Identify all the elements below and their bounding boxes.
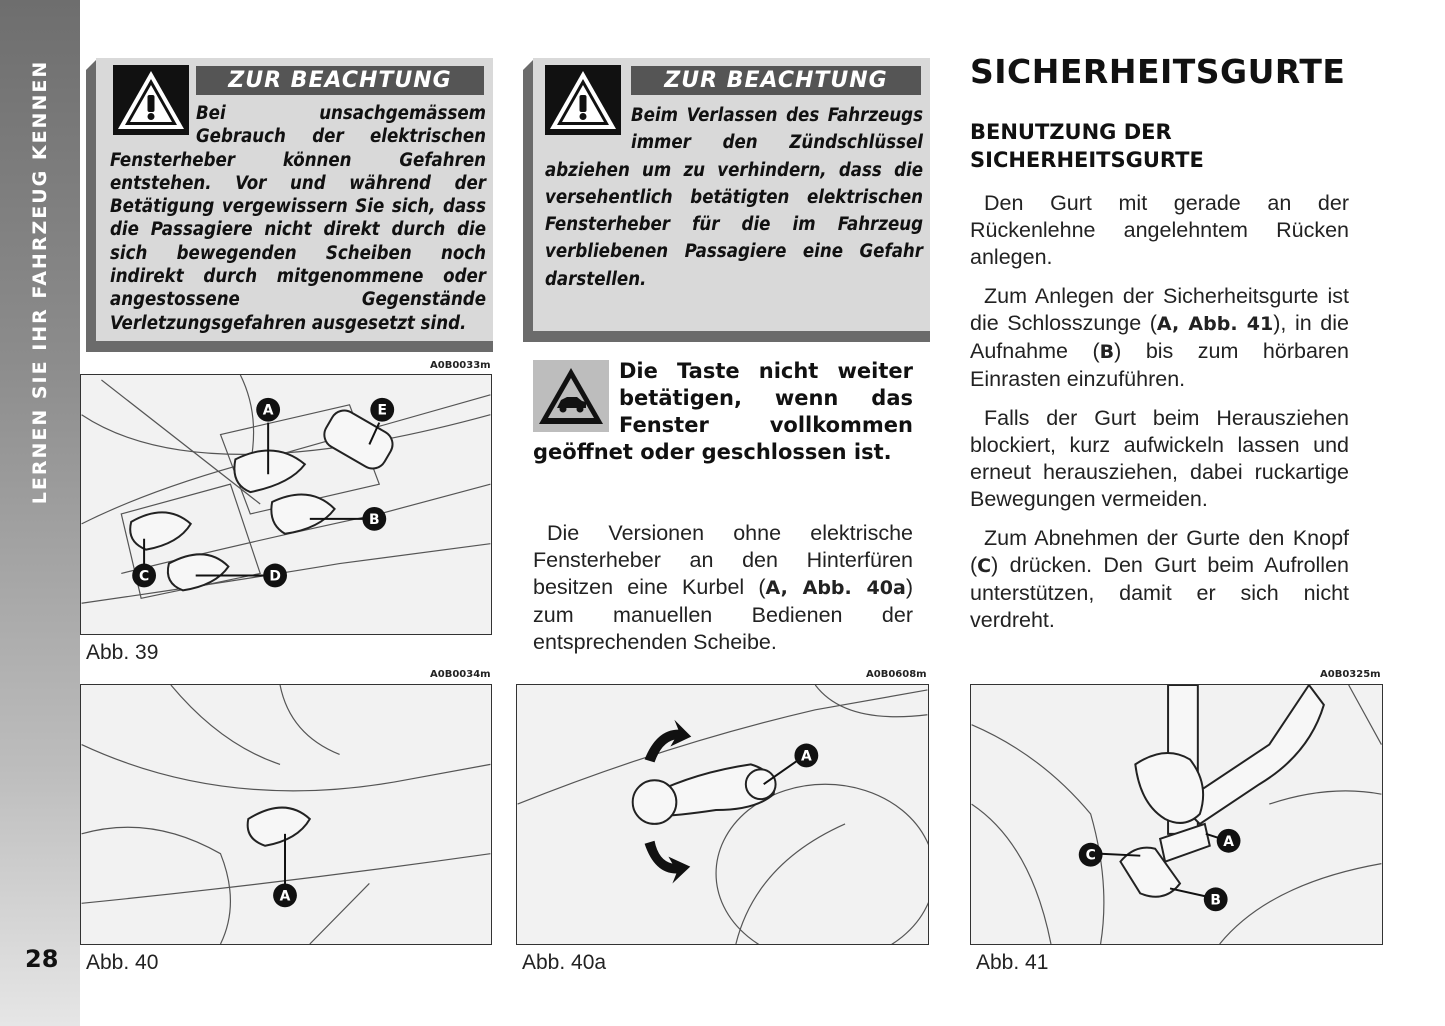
middle-paragraph: Die Versionen ohne elektrische Fensterheber an den Hinterfüren besitzen eine Kurbel (A, Abb. 40a) zum manuellen Bedienen der entsprechenden Scheibe.: [533, 521, 913, 654]
section-subtitle: BENUTZUNG DER SICHERHEITSGURTE: [970, 120, 1204, 172]
figure-40: [80, 684, 492, 945]
window-crank-illustration: [517, 685, 928, 944]
figure-41: [970, 684, 1383, 945]
figure-caption-39: Abb. 39: [86, 641, 159, 664]
chapter-title: LERNEN SIE IHR FAHRZEUG KENNEN: [29, 59, 51, 505]
figure-code-41: A0B0325m: [1320, 669, 1381, 680]
figure-code-39: A0B0033m: [430, 360, 491, 371]
figure-code-40: A0B0034m: [430, 669, 491, 680]
figure-40a: [516, 684, 929, 945]
rear-window-switch-illustration: [81, 685, 491, 944]
seatbelt-instructions: Den Gurt mit gerade an der Rückenlehne angelehntem Rücken anlegen. Zum Anlegen der Sicherheitsgurte ist die Schlosszunge (A, Abb. 41), in die Aufnahme (B) bis zum hörbaren Einrasten einzuführen. Falls der Gurt beim Herausziehen blockiert, kurz aufwickeln lassen und erneut herausziehen, dabei ruckartige Bewegungen vermeiden. Zum Abnehmen der Gurte den Knopf (C) drücken. Den Gurt beim Aufrollen unterstützen, damit er sich nicht verdreht.: [970, 191, 1349, 632]
label-c: C: [139, 568, 150, 585]
window-switch-panel-illustration: [81, 375, 491, 634]
label-b: B: [369, 511, 380, 528]
side-bar: [0, 0, 80, 1026]
warning-text-1: Bei unsachgemässem Gebrauch der elektrischen Fensterheber können Gefahren entstehen. Vor und während der Betätigung vergewissern Sie sich, dass die Passagiere nicht direkt durch die sich bewegenden Scheiben noch indirekt durch mitgenommene oder angestossene Gegenstände Verletzungsgefahren ausgesetzt sind.: [110, 103, 486, 334]
figure-caption-40: Abb. 40: [86, 951, 159, 974]
figure-39: [80, 374, 492, 635]
warning-header-2: ZUR BEACHTUNG: [631, 66, 921, 95]
label-a: A: [279, 888, 291, 905]
figure-code-40a: A0B0608m: [866, 669, 927, 680]
notice-text: Die Taste nicht weiter betätigen, wenn das Fenster vollkommen geöffnet oder geschlossen ist.: [533, 359, 913, 464]
label-b: B: [1210, 892, 1221, 909]
figure-caption-40a: Abb. 40a: [522, 951, 607, 974]
label-c: C: [1085, 847, 1096, 864]
label-e: E: [377, 402, 387, 419]
page-number: 28: [25, 945, 59, 973]
warning-header-1: ZUR BEACHTUNG: [196, 66, 484, 95]
label-a: A: [1223, 833, 1234, 850]
figure-caption-41: Abb. 41: [976, 951, 1049, 974]
section-title: SICHERHEITSGURTE: [970, 52, 1346, 91]
label-a: A: [800, 748, 812, 765]
label-d: D: [269, 568, 281, 585]
seatbelt-buckle-illustration: [971, 685, 1382, 944]
warning-text-2: Beim Verlassen des Fahrzeugs immer den Zündschlüssel abziehen um zu verhindern, dass die versehentlich betätigten elektrischen Fensterheber für die im Fahrzeug verbliebenen Passagiere eine Gefahr darstellen.: [545, 105, 923, 290]
label-a: A: [262, 402, 274, 419]
